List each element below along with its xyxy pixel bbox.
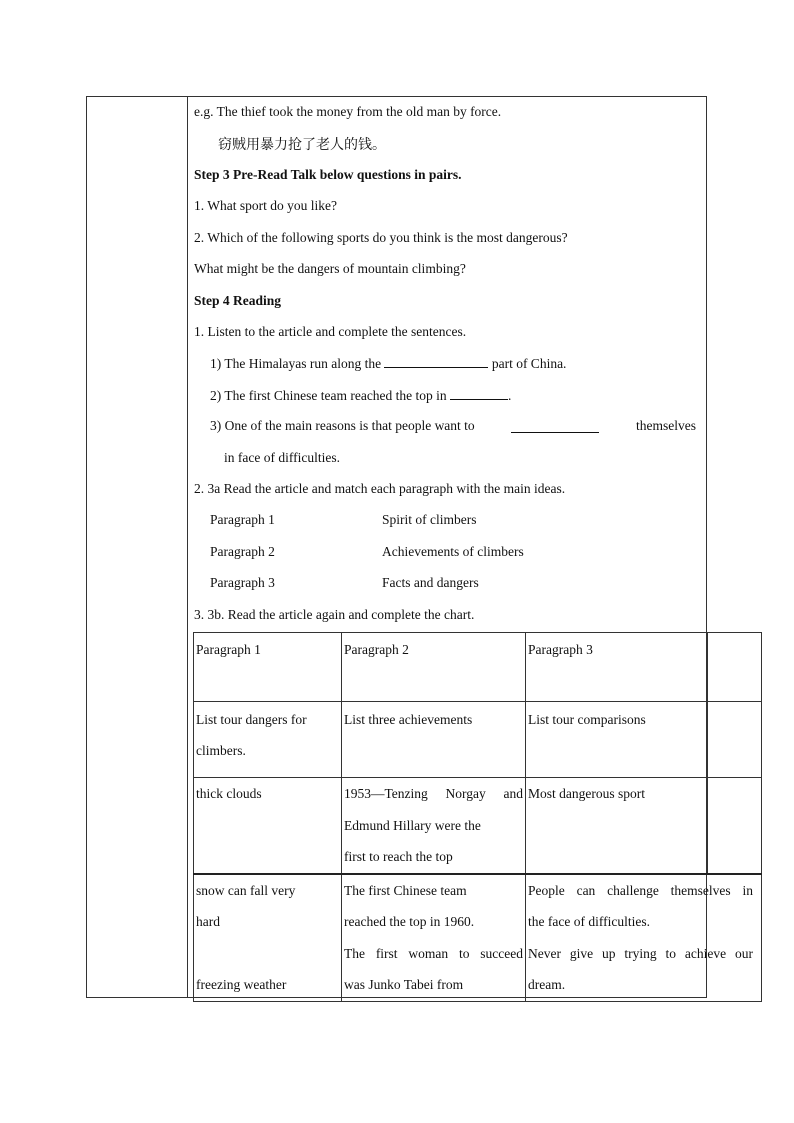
step4-title: Step 4 Reading [194, 293, 282, 308]
chart-header-row [194, 633, 762, 702]
step4-task2: 2. 3a Read the article and match each paragraph with the main ideas. [194, 481, 566, 496]
chart-cell-r1c2: List three achievements [342, 702, 526, 778]
blank-3[interactable] [511, 420, 599, 433]
chart-cell-r3c3-line2: the face of difficulties. [528, 914, 650, 929]
chart-cell-r2c2 [342, 778, 526, 874]
chart-cell-r3c3-line3: Never give up trying to achieve our [528, 945, 753, 961]
chart-header-1: Paragraph 1 [194, 633, 342, 702]
chart-cell-r3c3 [526, 874, 762, 1002]
chart-header-4 [708, 633, 762, 702]
chart-cell-r1c4 [708, 702, 762, 778]
chart-header-2: Paragraph 2 [342, 633, 526, 702]
match-para-3: Paragraph 3 [210, 575, 275, 590]
chart-cell-r2c1-text: thick clouds [196, 786, 262, 801]
chart-cell-r3c2-line2: reached the top in 1960. [344, 914, 475, 929]
step3-q3: What might be the dangers of mountain climbing? [194, 261, 466, 276]
step3-q1: 1. What sport do you like? [194, 198, 337, 213]
chart-cell-r3c2-line1: The first Chinese team [344, 882, 467, 898]
sentence-3 [210, 418, 696, 434]
sentence-2 [210, 387, 511, 404]
sentence-2-end: . [508, 388, 512, 403]
sentence-1-end: part of China. [491, 356, 567, 371]
chart-cell-r3c1-line1: snow can fall very [196, 882, 296, 898]
chart-cell-r3c2-line4: was Junko Tabei from [344, 977, 464, 992]
step3-title: Step 3 Pre-Read Talk below questions in pairs. [194, 167, 462, 182]
chart-cell-r2c2-line3: first to reach the top [344, 849, 453, 864]
chart-cell-r1c3: List tour comparisons [526, 702, 708, 778]
chart-cell-r2c3 [526, 778, 708, 874]
example-zh: 窃贼用暴力抢了老人的钱。 [218, 137, 386, 153]
chart-cell-r3c3-line4: dream. [528, 977, 566, 992]
match-idea-1: Spirit of climbers [382, 512, 477, 527]
chart-cell-r3c1-line2: hard [196, 914, 220, 929]
step4-task3: 3. 3b. Read the article again and complete the chart. [194, 607, 475, 622]
step3-q2: 2. Which of the following sports do you think is the most dangerous? [194, 230, 568, 245]
chart-row-2 [194, 778, 762, 874]
match-para-2: Paragraph 2 [210, 544, 275, 559]
chart-cell-r3c2 [342, 874, 526, 1002]
sentence-1 [210, 355, 566, 372]
chart-header-3: Paragraph 3 [526, 633, 708, 702]
blank-1[interactable] [384, 355, 488, 368]
match-para-1: Paragraph 1 [210, 512, 275, 527]
match-idea-3: Facts and dangers [382, 575, 479, 590]
chart-cell-r3c2-line3: The first woman to succeed [344, 945, 523, 961]
sentence-3-start: 3) One of the main reasons is that people want to [210, 418, 475, 433]
example-en: e.g. The thief took the money from the old man by force. [194, 104, 502, 119]
column-divider [187, 97, 188, 997]
step4-task1: 1. Listen to the article and complete the sentences. [194, 324, 467, 339]
chart-cell-r2c4 [708, 778, 762, 874]
chart-cell-r3c3-line1: People can challenge themselves in [528, 882, 753, 898]
chart-cell-r2c3-text: Most dangerous sport [528, 786, 645, 801]
chart-row-1 [194, 702, 762, 778]
blank-2[interactable] [450, 387, 508, 400]
sentence-3-end: themselves [636, 418, 696, 433]
match-idea-2: Achievements of climbers [382, 544, 524, 559]
chart-row-3 [194, 874, 762, 1002]
chart-cell-r1c1: List tour dangers for climbers. [194, 702, 342, 778]
sentence-3-cont: in face of difficulties. [224, 450, 340, 465]
sentence-2-start: 2) The first Chinese team reached the top in [210, 388, 447, 403]
sentence-1-start: 1) The Himalayas run along the [210, 356, 382, 371]
chart-cell-r3c1-line3: freezing weather [196, 976, 287, 992]
chart-cell-r2c2-line2: Edmund Hillary were the [344, 817, 481, 833]
chart-cell-r2c2-line1: 1953—Tenzing Norgay and [344, 786, 523, 801]
chart-cell-r3c1 [194, 874, 342, 1002]
reading-chart [193, 632, 762, 1002]
chart-cell-r2c1 [194, 778, 342, 874]
